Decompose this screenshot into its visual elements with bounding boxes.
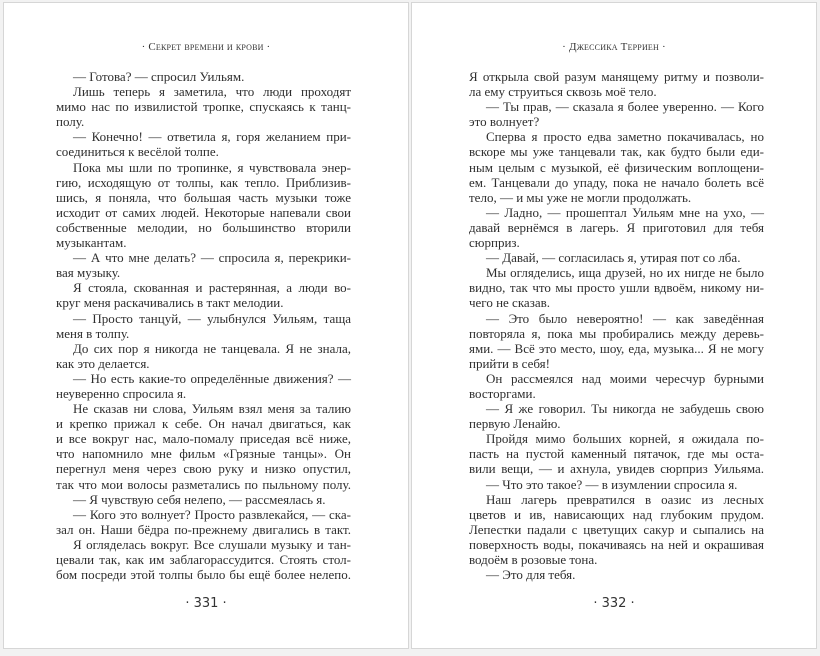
text-line: — Это для тебя. [486, 567, 576, 583]
paragraph [469, 129, 764, 204]
paragraph [469, 371, 764, 401]
text-line: и крепко прижал к себе. Он начал двигаться, как [56, 416, 351, 432]
page-body [469, 69, 764, 582]
text-line: ла ему струиться сквозь моё тело. [469, 84, 657, 100]
paragraph [469, 401, 764, 431]
text-line: — А что мне делать? — спросила я, перекрики- [73, 250, 351, 266]
text-line: так что мои волосы разметались по пыльному полу. [56, 476, 351, 492]
text-line: — Кого это волнует? Просто развлекайся, — ска- [73, 506, 351, 522]
paragraph [56, 537, 351, 582]
text-line: Я стояла, скованная и растерянная, а люди во- [73, 280, 351, 296]
text-line: Лишь теперь я заметила, что люди проходят [73, 84, 351, 100]
paragraph [469, 311, 764, 371]
paragraph [469, 69, 764, 99]
running-header: · Джессика Терриен · [562, 41, 666, 53]
text-line: — Конечно! — ответила я, горя желанием при- [73, 129, 351, 145]
text-line: Пройдя мимо больших корней, я ожидала по- [486, 431, 764, 447]
text-line: Мы огляделись, ища друзей, но их нигде не было [486, 265, 764, 281]
page-number: · 332 · [593, 596, 635, 611]
text-line: вскоре мы уже танцевали так, как будто были еди- [469, 144, 764, 160]
text-line: — Просто танцуй, — улыбнулся Уильям, таща [73, 310, 351, 326]
paragraph [56, 84, 351, 129]
text-line: вая музыку. [56, 265, 121, 281]
text-line: давай вернёмся в лагерь. Я приготовил для тебя [469, 219, 764, 235]
text-line: — Готова? — спросил Уильям. [73, 69, 245, 84]
text-line: Лепестки падали с цветущих сакур и сыпались на [469, 521, 764, 537]
text-line: прийти в себя! [469, 355, 550, 371]
text-line: водоём в розовые тона. [469, 552, 598, 567]
right-page [411, 2, 817, 649]
paragraph [56, 371, 351, 401]
paragraph [56, 341, 351, 371]
text-line: шись, я поняла, что большая часть музыки тоже [56, 189, 351, 205]
paragraph [469, 567, 764, 582]
text-line: полу. [56, 114, 85, 130]
paragraph [56, 401, 351, 492]
text-line: тело, — и мы уже не могли продолжать. [469, 189, 692, 205]
text-line: — Я же говорил. Ты никогда не забудешь свою [486, 401, 764, 417]
text-line: первую Ленайю. [469, 416, 561, 432]
text-line: — Но есть какие-то определённые движения? — [73, 370, 351, 386]
text-line: цветов и ив, нависающих над глубоким прудом. [469, 506, 764, 522]
text-line: восторгами. [469, 385, 536, 401]
paragraph [469, 477, 764, 492]
paragraph [56, 160, 351, 251]
text-line: Я открыла свой разум манящему ритму и позволи- [469, 69, 764, 84]
text-line: ным целым с музыкой, её физическим воплощени- [469, 159, 764, 175]
text-line: Наш лагерь превратился в оазис из лесных [486, 491, 764, 507]
running-header: · Секрет времени и крови · [141, 41, 271, 53]
text-line: — Ладно, — прошептал Уильям мне на ухо, — [486, 204, 764, 220]
text-line: исходит от самих людей. Некоторые напевали свои [56, 204, 351, 220]
text-line: поверхность воды, покачиваясь на ней и окрашивая [469, 536, 764, 552]
paragraph [469, 250, 764, 265]
paragraph [56, 492, 351, 507]
page-body [56, 69, 351, 582]
text-line: повторяла я, пока мы пробирались между деревь- [469, 325, 764, 341]
text-line: чего не сказав. [469, 295, 550, 311]
text-line: Пока мы шли по тропинке, я чувствовала энер- [73, 159, 351, 175]
text-line: музыкантам. [56, 235, 127, 251]
text-line: бом посреди этой толпы было бы ещё более нелепо. [56, 567, 351, 583]
text-line: мимо нас по извилистой тропке, спускаясь к танц- [56, 99, 351, 115]
page-number: · 331 · [185, 596, 227, 611]
paragraph [56, 311, 351, 341]
text-line: ями. — Всё это место, шоу, еда, музыка... Я не могу [469, 340, 764, 356]
text-line: перегнул меня через свою руку и низко опустил, [56, 461, 351, 477]
paragraph [56, 507, 351, 537]
text-line: что напомнило мне фильм «Грязные танцы». Он [56, 446, 351, 462]
text-line: — Что это такое? — в изумлении спросила я. [486, 476, 738, 492]
paragraph [469, 99, 764, 129]
paragraph [56, 69, 351, 84]
text-line: — Я чувствую себя нелепо, — рассмеялась я. [73, 491, 326, 507]
text-line: — Давай, — согласилась я, утирая пот со лба. [486, 250, 741, 266]
text-line: меня в толпу. [56, 325, 130, 341]
text-line: — Ты прав, — сказала я более уверенно. — Кого [486, 99, 764, 115]
text-line: Сперва я просто едва заметно покачивалась, но [486, 129, 764, 145]
paragraph [469, 431, 764, 476]
text-line: Я огляделась вокруг. Все слушали музыку и тан- [73, 536, 351, 552]
text-line: зал он. Наши бёдра по-прежнему двигались в такт. [56, 521, 351, 537]
text-line: круг меня раскачивались в такт мелодии. [56, 295, 284, 311]
text-line: собственные мелодии, но большинство вторили [56, 219, 351, 235]
text-line: соединиться к весёлой толпе. [56, 144, 219, 160]
text-line: Он рассмеялся над моими чересчур бурными [486, 370, 764, 386]
text-line: и все вокруг нас, мало-помалу приседая всё ниже, [56, 431, 351, 447]
text-line: как это делается. [56, 355, 150, 371]
left-page [3, 2, 409, 649]
text-line: ем. Танцевали до упаду, пока не начало болеть всё [469, 174, 764, 190]
paragraph [56, 250, 351, 280]
paragraph [56, 280, 351, 310]
text-line: — Это было невероятно! — как заведённая [486, 310, 764, 326]
text-line: гию, исходящую от толпы, как тепло. Приблизив- [56, 174, 351, 190]
paragraph [56, 129, 351, 159]
paragraph [469, 265, 764, 310]
text-line: Не сказав ни слова, Уильям взял меня за талию [73, 401, 351, 417]
text-line: сюрприз. [469, 235, 520, 251]
text-line: До сих пор я никогда не танцевала. Я не знала, [73, 340, 351, 356]
paragraph [469, 492, 764, 567]
text-line: цевали так, как им заблагорассудится. Стоять стол- [56, 552, 351, 567]
text-line: вили вещи, — и ахнула, увидев сюрприз Уильяма. [469, 461, 764, 477]
paragraph [469, 205, 764, 250]
text-line: это волнует? [469, 114, 540, 130]
text-line: неуверенно спросила я. [56, 385, 187, 401]
text-line: видно, так что мы просто ушли вдвоём, никому ни- [469, 280, 764, 296]
text-line: пасть на пустой каменный пятачок, где мы оста- [469, 446, 764, 462]
